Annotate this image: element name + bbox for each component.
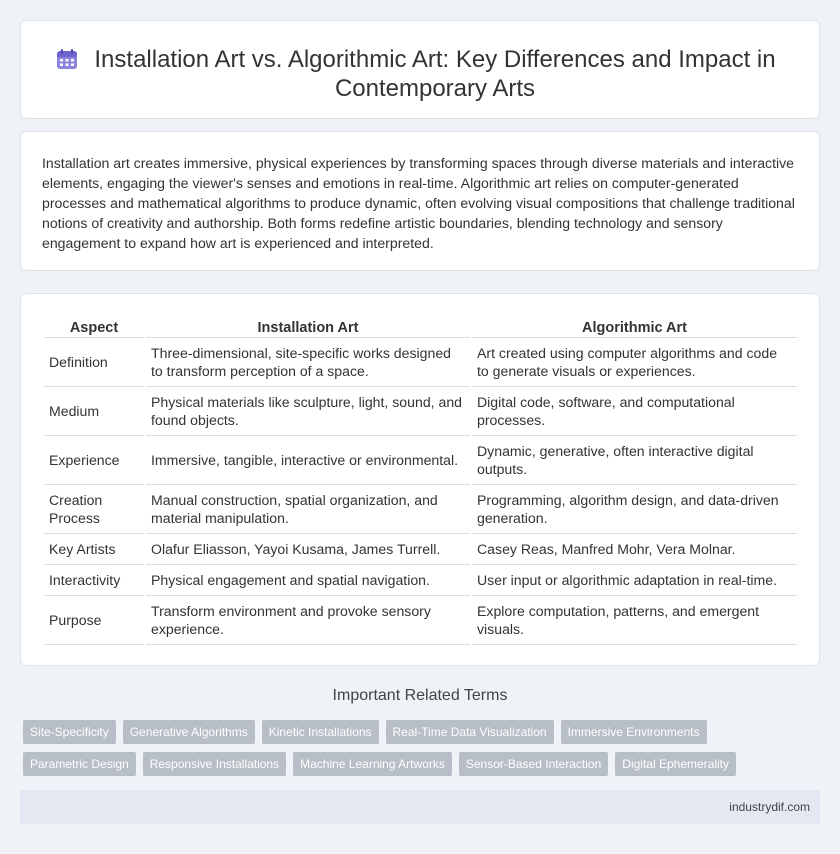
row-installation-art: Three-dimensional, site-specific works designed to transform perception of a space. <box>146 338 470 387</box>
row-installation-art: Manual construction, spatial organization, and material manipulation. <box>146 485 470 534</box>
row-algorithmic-art: Dynamic, generative, often interactive digital outputs. <box>472 436 797 485</box>
header-aspect: Aspect <box>44 316 144 338</box>
tag-site-specificity[interactable]: Site-Specificity <box>23 720 116 744</box>
row-aspect: Creation Process <box>44 485 144 534</box>
table-header-row <box>44 316 797 338</box>
row-aspect: Definition <box>44 338 144 387</box>
tag-row <box>23 720 803 744</box>
tag-responsive-installations[interactable]: Responsive Installations <box>143 752 286 776</box>
tag-row <box>23 752 803 776</box>
table-row <box>44 338 797 387</box>
tag-kinetic-installations[interactable]: Kinetic Installations <box>262 720 379 744</box>
tag-generative-algorithms[interactable]: Generative Algorithms <box>123 720 255 744</box>
tag-sensor-based-interaction[interactable]: Sensor-Based Interaction <box>459 752 608 776</box>
footer-site-link[interactable]: industrydif.com <box>729 800 810 814</box>
page-title: Installation Art vs. Algorithmic Art: Key Differences and Impact in Contemporary Arts <box>94 46 776 102</box>
row-algorithmic-art: Casey Reas, Manfred Mohr, Vera Molnar. <box>472 534 797 565</box>
footer-bar <box>20 790 820 824</box>
comparison-table <box>42 316 799 645</box>
row-aspect: Key Artists <box>44 534 144 565</box>
row-installation-art: Physical materials like sculpture, light, sound, and found objects. <box>146 387 470 436</box>
tag-machine-learning-artworks[interactable]: Machine Learning Artworks <box>293 752 452 776</box>
row-algorithmic-art: Art created using computer algorithms and code to generate visuals or experiences. <box>472 338 797 387</box>
row-installation-art: Immersive, tangible, interactive or environmental. <box>146 436 470 485</box>
comparison-table-card <box>20 293 820 666</box>
intro-paragraph: Installation art creates immersive, physical experiences by transforming spaces through diverse materials and interactive elements, engaging the viewer's senses and emotions in real-time. Algorithmic art relies on computer-generated processes and mathematical algorithms to produce dynamic, often evolving visual compositions that challenge traditional notions of creativity and authorship. Both forms redefine artistic boundaries, blending technology and sensory engagement to expand how art is experienced and interpreted. <box>42 155 795 251</box>
tag-real-time-data-visualization[interactable]: Real-Time Data Visualization <box>386 720 554 744</box>
row-aspect: Medium <box>44 387 144 436</box>
table-row <box>44 436 797 485</box>
header-algorithmic-art: Algorithmic Art <box>472 316 797 338</box>
row-algorithmic-art: User input or algorithmic adaptation in real-time. <box>472 565 797 596</box>
row-aspect: Purpose <box>44 596 144 645</box>
table-row <box>44 565 797 596</box>
table-row <box>44 387 797 436</box>
row-installation-art: Physical engagement and spatial navigation. <box>146 565 470 596</box>
row-algorithmic-art: Digital code, software, and computational processes. <box>472 387 797 436</box>
related-terms-title: Important Related Terms <box>332 687 508 704</box>
row-algorithmic-art: Programming, algorithm design, and data-driven generation. <box>472 485 797 534</box>
table-row <box>44 485 797 534</box>
table-row <box>44 596 797 645</box>
row-aspect: Experience <box>44 436 144 485</box>
tag-parametric-design[interactable]: Parametric Design <box>23 752 136 776</box>
intro-card <box>20 131 820 271</box>
row-installation-art: Transform environment and provoke sensory experience. <box>146 596 470 645</box>
related-terms-tags <box>23 720 803 784</box>
tag-digital-ephemerality[interactable]: Digital Ephemerality <box>615 752 736 776</box>
tag-immersive-environments[interactable]: Immersive Environments <box>561 720 707 744</box>
row-installation-art: Olafur Eliasson, Yayoi Kusama, James Turrell. <box>146 534 470 565</box>
row-algorithmic-art: Explore computation, patterns, and emergent visuals. <box>472 596 797 645</box>
row-aspect: Interactivity <box>44 565 144 596</box>
header-installation-art: Installation Art <box>146 316 470 338</box>
header-card <box>20 20 820 119</box>
table-row <box>44 534 797 565</box>
title-wrap <box>21 45 819 103</box>
